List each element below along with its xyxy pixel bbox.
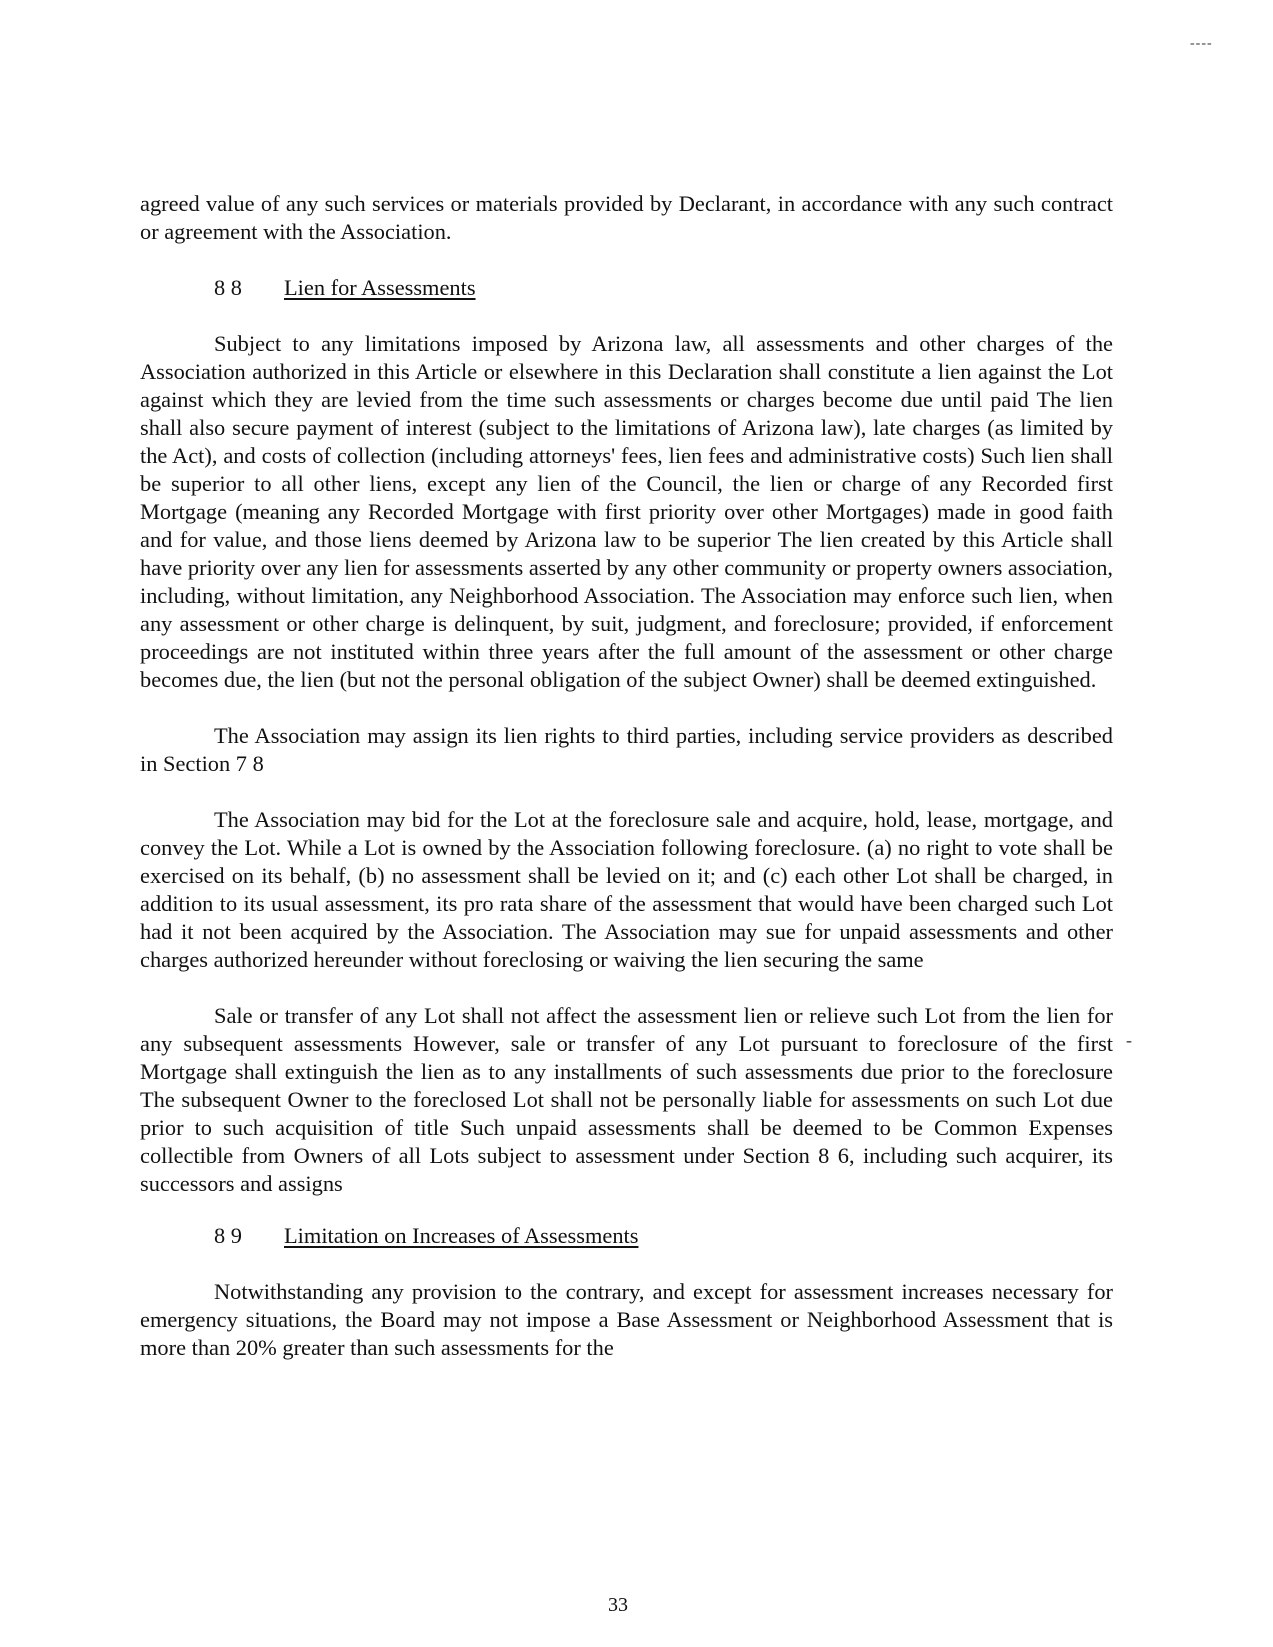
section-heading-8-8 [140,274,1113,302]
paragraph-limitation: Notwithstanding any provision to the contrary, and except for assessment increases necessary for emergency situations, the Board may not impose a Base Assessment or Neighborhood Assessment that is more than 20% greater than such assessments for the [140,1279,1113,1360]
paragraph-lien: Subject to any limitations imposed by Arizona law, all assessments and other charges of the Association authorized in this Article or elsewhere in this Declaration shall constitute a lien against the Lot against which they are levied from the time such assessments or charges become due until paid The lien shall also secure payment of interest (subject to the limitations of Arizona law), late charges (as limited by the Act), and costs of collection (including attorneys' fees, lien fees and administrative costs) Such lien shall be superior to all other liens, except any lien of the Council, the lien or charge of any Recorded first Mortgage (meaning any Recorded Mortgage with first priority over other Mortgages) made in good faith and for value, and those liens deemed by Arizona law to be superior The lien created by this Article shall have priority over any lien for assessments asserted by any other community or property owners association, including, without limitation, any Neighborhood Association. The Association may enforce such lien, when any assessment or other charge is delinquent, by suit, judgment, and foreclosure; provided, if enforcement proceedings are not instituted within three years after the full amount of the assessment or other charge becomes due, the lien (but not the personal obligation of the subject Owner) shall be deemed extinguished. [140,331,1113,692]
margin-mark: - [1126,1030,1132,1050]
page-number: 33 [608,1594,628,1616]
paragraph-foreclosure-bid: The Association may bid for the Lot at the foreclosure sale and acquire, hold, lease, mortgage, and convey the Lot. While a Lot is owned by the Association following foreclosure. (a) no right to vote shall be exercised on its behalf, (b) no assessment shall be levied on it; and (c) each other Lot shall be charged, in addition to its usual assessment, its pro rata share of the assessment that would have been charged such Lot had it not been acquired by the Association. The Association may sue for unpaid assessments and other charges authorized hereunder without foreclosing or waiving the lien securing the same [140,807,1113,972]
section-title: Limitation on Increases of Assessments [284,1223,639,1248]
paragraph-continuation: agreed value of any such services or materials provided by Declarant, in accordance with any such contract or agreement with the Association. [140,191,1113,244]
paragraph-sale-transfer: Sale or transfer of any Lot shall not affect the assessment lien or relieve such Lot from the lien for any subsequent assessments However, sale or transfer of any Lot pursuant to foreclosure of the first Mortgage shall extinguish the lien as to any installments of such assessments due prior to the foreclosure The subsequent Owner to the foreclosed Lot shall not be personally liable for assessments on such Lot due prior to such acquisition of title Such unpaid assessments shall be deemed to be Common Expenses collectible from Owners of all Lots subject to assessment under Section 8 6, including such acquirer, its successors and assigns [140,1003,1113,1196]
paragraph-assign-lien: The Association may assign its lien rights to third parties, including service providers as described in Section 7 8 [140,723,1113,776]
section-title: Lien for Assessments [284,275,476,300]
section-number: 8 9 [214,1223,242,1248]
body-text [140,190,1113,1362]
corner-mark: ---- [1190,36,1213,51]
section-number: 8 8 [214,275,242,300]
section-heading-8-9 [140,1222,1113,1250]
